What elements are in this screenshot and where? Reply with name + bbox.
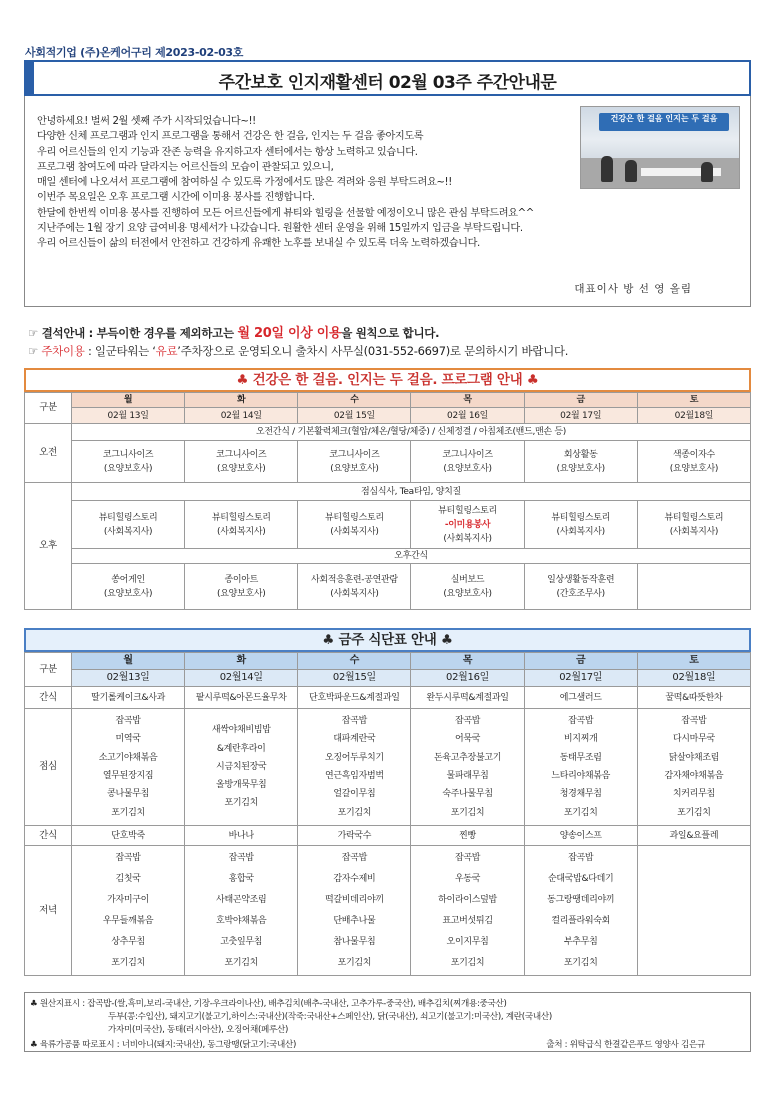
menu-cell: 딸기롤케이크&사과 xyxy=(72,687,185,709)
cell-line: 돈육고추장불고기 xyxy=(433,752,502,763)
cell-line: (사회복지사) xyxy=(103,526,153,537)
schedule-cell xyxy=(411,846,524,976)
club-icon: ♣ xyxy=(526,372,539,388)
cell-line: &계란후라이 xyxy=(216,743,266,754)
cell-line: 쏭어게인 xyxy=(111,574,145,585)
origin-line: 가자미(미국산), 동태(러시아산), 오징어채(페루산) xyxy=(108,1025,289,1035)
cell-line: 표고버섯튀김 xyxy=(442,915,493,926)
cell-line: 상추무침 xyxy=(111,936,145,947)
cell-line: 동태무조림 xyxy=(559,752,602,763)
schedule-cell xyxy=(524,564,637,610)
schedule-cell xyxy=(185,564,298,610)
cell-line: 잡곡밥 xyxy=(228,852,254,863)
program-day: 월 xyxy=(72,393,185,408)
title-banner xyxy=(24,60,751,96)
cell-line: 오이지무침 xyxy=(446,936,489,947)
schedule-cell xyxy=(637,441,750,483)
cell-line: 컬리플라워숙회 xyxy=(551,915,611,926)
intro-line: 이번주 목요일은 오후 프로그램 시간에 이미용 봉사를 진행합니다. xyxy=(37,192,315,204)
cell-line: 오징어두루치기 xyxy=(325,752,384,763)
schedule-cell xyxy=(298,564,411,610)
cell-line: 회상활동 xyxy=(563,449,598,460)
menu-cell: 과일&요플레 xyxy=(637,826,750,846)
photo-banner: 건강은 한 걸음 인지는 두 걸음 xyxy=(599,113,729,131)
cell-line: 콩나물무침 xyxy=(107,789,150,800)
cell-line: 열무된장지짐 xyxy=(102,771,154,781)
menu-day-row xyxy=(25,653,751,670)
cell-line: 잡곡밥 xyxy=(115,716,141,727)
schedule-cell xyxy=(185,501,298,549)
program-date: 02월 17일 xyxy=(524,408,637,424)
cell-line: 포기김치 xyxy=(224,798,259,809)
cell-line: 미역국 xyxy=(115,734,141,745)
cell-line: 잡곡밥 xyxy=(568,852,594,863)
cell-line: 홍합국 xyxy=(228,873,254,884)
cell-line: 올방개묵무침 xyxy=(216,780,267,791)
schedule-cell xyxy=(72,846,185,976)
cell-line: 포기김치 xyxy=(450,957,485,968)
cell-line: (요양보호사) xyxy=(556,463,605,474)
cell-line: 뷰티힐링스토리 xyxy=(211,512,271,523)
program-date: 02월 16일 xyxy=(411,408,524,424)
lunch-label: 점심 xyxy=(25,709,72,826)
cell-line: (요양보호사) xyxy=(669,463,719,474)
schedule-cell xyxy=(524,501,637,549)
club-icon: ♣ xyxy=(236,372,249,388)
menu-cell: 단호박파운드&계절과일 xyxy=(298,687,411,709)
cell-line: 잡곡밥 xyxy=(341,716,367,727)
cell-line: 시금치된장국 xyxy=(216,761,267,772)
morning-label: 오전 xyxy=(25,424,72,483)
document-number: 사회적기업 (주)온케어구리 제2023-02-03호 xyxy=(25,46,244,59)
cell-line: 포기김치 xyxy=(337,957,372,968)
cell-line: 가자미구이 xyxy=(107,894,150,905)
cell-line: 소고기야채볶음 xyxy=(98,752,158,763)
cell-line: (사회복지사) xyxy=(556,526,605,537)
menu-cell: 팥시루떡&아몬드율무차 xyxy=(185,687,298,709)
menu-cell: 꿀떡&따뜻한차 xyxy=(637,687,750,709)
intro-box xyxy=(24,96,751,307)
cell-line: 치커리무침 xyxy=(672,789,715,800)
absence-highlight: 월 20일 이상 이용 xyxy=(237,326,342,341)
parking-text-end: ’주차장으로 운영되오니 출차시 사무실(031-552-6697)로 문의하시기 바랍니다. xyxy=(177,344,569,358)
program-day: 수 xyxy=(298,393,411,408)
absence-text-end: 을 원칙으로 합니다. xyxy=(341,326,440,340)
cell-line: 색종이자수 xyxy=(672,449,715,460)
cell-line: 호박야채볶음 xyxy=(216,915,267,926)
schedule-cell xyxy=(185,441,298,483)
schedule-cell xyxy=(298,441,411,483)
photo-person xyxy=(601,156,613,182)
menu-day: 월 xyxy=(72,653,185,670)
cell-line: (사회복지사) xyxy=(330,526,379,537)
schedule-cell xyxy=(298,501,411,549)
cell-line: 사회적응훈련-공연관람 xyxy=(310,574,398,585)
cell-line: 비지찌개 xyxy=(563,734,598,745)
menu-date: 02월16일 xyxy=(411,670,524,687)
program-title-text: 건강은 한 걸음. 인지는 두 걸음. 프로그램 안내 xyxy=(252,372,523,388)
program-col-label: 구분 xyxy=(25,393,72,424)
program-date: 02월18일 xyxy=(637,408,750,424)
cell-line: 실버보드 xyxy=(450,574,485,585)
cell-line: 뷰티힐링스토리 xyxy=(664,512,724,523)
menu-date: 02월18일 xyxy=(637,670,750,687)
cell-line: 코그니사이즈 xyxy=(102,449,154,460)
schedule-cell xyxy=(524,441,637,483)
menu-date: 02월14일 xyxy=(185,670,298,687)
cell-line: 잡곡밥 xyxy=(454,852,481,863)
schedule-cell xyxy=(524,846,637,976)
menu-cell: 완두시루떡&계절과일 xyxy=(411,687,524,709)
menu-date-row xyxy=(25,670,751,687)
cell-line: (사회복지사) xyxy=(669,526,719,537)
schedule-cell xyxy=(411,709,524,826)
program-date-row xyxy=(25,408,751,424)
program-day: 목 xyxy=(411,393,524,408)
cell-line: 우무들깨볶음 xyxy=(102,915,154,926)
schedule-cell xyxy=(72,501,185,549)
cell-line: 하이라이스덮밥 xyxy=(438,894,497,905)
cell-line: 뷰티힐링스토리 xyxy=(98,512,158,523)
cell-line: 잡곡밥 xyxy=(341,852,367,863)
menu-day: 토 xyxy=(637,653,750,670)
cell-line: 고춧잎무침 xyxy=(220,936,263,947)
cell-line: 동그랑땡데리야끼 xyxy=(547,894,615,905)
schedule-cell xyxy=(637,501,750,549)
cell-line: 포기김치 xyxy=(337,807,372,818)
program-section-title xyxy=(24,368,751,392)
intro-line: 안녕하세요! 벌써 2월 셋째 주가 시작되었습니다~!! xyxy=(37,116,256,127)
menu-date: 02월15일 xyxy=(298,670,411,687)
intro-line: 다양한 신체 프로그램과 인지 프로그램을 통해서 건강은 한 걸음, 인지는 두 걸음 좋아지도록 xyxy=(37,131,424,143)
menu-cell: 양송이스프 xyxy=(524,826,637,846)
menu-section-title xyxy=(24,628,751,652)
intro-line: 한달에 한번씩 이미용 봉사를 진행하여 모든 어르신들에게 뷰티와 힐링을 선물할 예정이오니 많은 관심 부탁드려요^^ xyxy=(37,207,534,219)
dinner-label: 저녁 xyxy=(25,846,72,976)
photo-person xyxy=(701,162,713,182)
cell-line: (간호조무사) xyxy=(556,588,605,599)
cell-line: 뷰티힐링스토리 xyxy=(551,512,611,523)
origin-line: ♣ 육류가공품 따로표시 : 너비아니(돼지:국내산), 동그랑땡(닭고기:국내산) xyxy=(30,1040,297,1050)
cell-line: 뷰티힐링스토리 xyxy=(325,512,384,523)
menu-cell: 에그샐러드 xyxy=(524,687,637,709)
cell-line: 우동국 xyxy=(454,873,481,884)
schedule-cell xyxy=(72,564,185,610)
signature: 대표이사 방 선 영 올림 xyxy=(574,283,692,295)
cell-line: 다시마무국 xyxy=(672,734,715,745)
cell-line: 얼갈이무침 xyxy=(333,789,376,800)
schedule-cell xyxy=(298,846,411,976)
cell-line: (요양보호사) xyxy=(330,463,379,474)
absence-notice xyxy=(28,322,439,341)
program-day: 화 xyxy=(185,393,298,408)
cell-line: (요양보호사) xyxy=(443,588,492,599)
menu-cell: 바나나 xyxy=(185,826,298,846)
menu-day: 금 xyxy=(524,653,637,670)
cell-line: 코그니사이즈 xyxy=(329,449,380,460)
menu-day: 화 xyxy=(185,653,298,670)
cell-line: 감자채야채볶음 xyxy=(664,771,724,781)
menu-cell: 단호박죽 xyxy=(72,826,185,846)
snack-pm-label: 간식 xyxy=(25,826,72,846)
cell-line: 감자수제비 xyxy=(333,873,376,884)
snack-am-label: 간식 xyxy=(25,687,72,709)
cell-line: (요양보호사) xyxy=(443,463,492,474)
cell-line: 포기김치 xyxy=(563,807,598,818)
origin-info-box xyxy=(24,992,751,1052)
lunch-common: 점심식사, Tea타임, 양치질 xyxy=(72,483,751,501)
cell-line: 새싹야채비빔밥 xyxy=(211,725,271,736)
cell-line: (요양보호사) xyxy=(103,463,153,474)
cell-line: (요양보호사) xyxy=(217,588,266,599)
intro-line: 우리 어르신들의 인지 기능과 잔존 능력을 유지하고자 센터에서는 항상 노력하고 있습니다. xyxy=(37,146,418,158)
cell-line: 잡곡밥 xyxy=(115,852,141,863)
program-table xyxy=(24,392,751,610)
cell-line: 잡곡밥 xyxy=(568,716,594,727)
program-day: 토 xyxy=(637,393,750,408)
center-photo xyxy=(580,106,740,189)
cell-line: 포기김치 xyxy=(677,807,711,818)
schedule-cell xyxy=(524,709,637,826)
schedule-cell xyxy=(298,709,411,826)
schedule-cell xyxy=(185,846,298,976)
menu-cell: 가락국수 xyxy=(298,826,411,846)
cell-line: 일상생활동작훈련 xyxy=(547,574,615,585)
menu-day: 목 xyxy=(411,653,524,670)
intro-line: 우리 어르신들이 삶의 터전에서 안전하고 건강하게 유쾌한 노후를 보내실 수 있도록 더욱 노력하겠습니다. xyxy=(37,238,480,250)
cell-line: 포기김치 xyxy=(111,807,145,818)
cell-line: (요양보호사) xyxy=(217,463,266,474)
cell-line: 닭살야채조림 xyxy=(668,752,720,763)
cell-line: 숙주나물무침 xyxy=(442,789,493,800)
cell-line: (사회복지사) xyxy=(217,526,266,537)
cell-line: 잡곡밥 xyxy=(454,716,481,727)
schedule-cell xyxy=(637,846,750,976)
cell-line: (요양보호사) xyxy=(103,588,153,599)
page-title: 주간보호 인지재활센터 02월 03주 주간안내문 xyxy=(218,73,557,93)
parking-paid: 유료 xyxy=(155,344,178,358)
club-icon: ♣ xyxy=(440,632,453,648)
cell-line: 포기김치 xyxy=(563,957,598,968)
absence-text: 결석안내 : 부득이한 경우를 제외하고는 xyxy=(41,326,238,340)
program-date: 02월 15일 xyxy=(298,408,411,424)
afternoon-label: 오후 xyxy=(25,483,72,610)
menu-date: 02월17일 xyxy=(524,670,637,687)
cell-line: 떡갈비데리야끼 xyxy=(325,894,384,905)
cell-line: 느타리야채볶음 xyxy=(551,771,611,781)
cell-line: 부추무침 xyxy=(563,936,598,947)
cell-line: 순대국밥&다데기 xyxy=(547,873,614,884)
pointer-icon: ☞ xyxy=(28,326,39,340)
parking-text: : 일군타워는 ‘ xyxy=(84,344,156,358)
menu-col-label: 구분 xyxy=(25,653,72,687)
schedule-cell xyxy=(72,441,185,483)
pointer-icon: ☞ xyxy=(28,344,39,358)
cell-line: 단배추나물 xyxy=(333,915,376,926)
cell-line: 참나물무침 xyxy=(333,936,376,947)
schedule-cell xyxy=(411,564,524,610)
cell-line: 포기김치 xyxy=(111,957,145,968)
cell-line: 코그니사이즈 xyxy=(442,449,493,460)
intro-line: 프로그램 참여도에 따라 달라지는 어르신들의 모습이 관찰되고 있으니, xyxy=(37,161,334,173)
cell-line: 포기김치 xyxy=(224,957,259,968)
program-date: 02월 13일 xyxy=(72,408,185,424)
photo-person xyxy=(625,160,637,182)
parking-label: 주차이용 xyxy=(41,344,85,358)
cell-line: 뷰티힐링스토리 xyxy=(438,505,497,516)
intro-line: 매일 센터에 나오셔서 프로그램에 참여하실 수 있도록 가정에서도 많은 격려와 응원 부탁드려요~!! xyxy=(37,177,452,189)
cell-line: (사회복지사) xyxy=(330,588,379,599)
schedule-cell xyxy=(185,709,298,826)
schedule-cell xyxy=(637,709,750,826)
menu-title-text: 금주 식단표 안내 xyxy=(338,632,437,648)
cell-line: 물파래무침 xyxy=(446,771,489,781)
snack-common: 오후간식 xyxy=(72,549,751,564)
intro-line: 지난주에는 1월 장기 요양 급여비용 명세서가 나갔습니다. 원활한 센터 운영을 위해 15일까지 입금을 부탁드립니다. xyxy=(37,223,523,235)
origin-line: 두부(콩:수입산), 돼지고기(불고기,하이스:국내산)(작죽:국내산+스페인산), 닭(국내산), 쇠고기(불고기:미국산), 계란(국내산) xyxy=(108,1012,552,1022)
cell-line: 대파계란국 xyxy=(333,734,376,745)
schedule-cell xyxy=(411,441,524,483)
menu-date: 02월13일 xyxy=(72,670,185,687)
menu-table xyxy=(24,652,751,976)
origin-line: ♣ 원산지표시 : 잡곡밥-(쌀,흑미,보리-국내산, 기장-우크라이나산), 배추김치(배추-국내산, 고추가루-중국산), 배추김치(찌개용:중국산) xyxy=(30,999,507,1009)
cell-line: (사회복지사) xyxy=(443,533,492,544)
cell-line: 연근흑임자범벅 xyxy=(325,771,384,781)
cell-line: 사태곤약조림 xyxy=(216,894,267,905)
program-date: 02월 14일 xyxy=(185,408,298,424)
program-day-row xyxy=(25,393,751,408)
schedule-cell xyxy=(72,709,185,826)
menu-day: 수 xyxy=(298,653,411,670)
club-icon: ♣ xyxy=(322,632,335,648)
cell-line: -이미용봉사 xyxy=(444,519,491,530)
schedule-cell xyxy=(411,501,524,549)
cell-line: 포기김치 xyxy=(450,807,485,818)
menu-cell: 찐빵 xyxy=(411,826,524,846)
cell-line: 잡곡밥 xyxy=(681,716,707,727)
cell-line: 어묵국 xyxy=(454,734,481,745)
morning-common: 오전간식 / 기본활력체크(혈압/체온/혈당/체중) / 신체정결 / 아침체조(밴드,맨손 등) xyxy=(72,424,751,441)
origin-source: 출처 : 위탁급식 한결같은푸드 영양사 김은규 xyxy=(546,1040,705,1050)
schedule-cell xyxy=(637,564,750,610)
cell-line: 김칫국 xyxy=(115,873,141,884)
parking-notice xyxy=(28,343,568,359)
cell-line: 종이아트 xyxy=(224,574,259,585)
cell-line: 청경채무침 xyxy=(559,789,602,800)
intro-text xyxy=(37,114,607,252)
program-day: 금 xyxy=(524,393,637,408)
cell-line: 코그니사이즈 xyxy=(216,449,267,460)
